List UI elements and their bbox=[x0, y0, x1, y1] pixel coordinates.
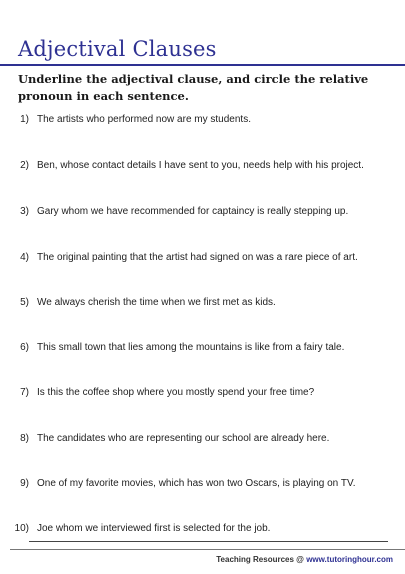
question-number: 9) bbox=[20, 478, 29, 489]
question-item bbox=[0, 203, 405, 221]
question-text: The candidates who are representing our school are already here. bbox=[37, 433, 330, 444]
title-divider bbox=[0, 64, 405, 66]
question-text: The original painting that the artist had signed on was a rare piece of art. bbox=[37, 252, 358, 263]
question-item bbox=[0, 339, 405, 357]
question-item bbox=[0, 111, 405, 129]
footer-label: Teaching Resources @ bbox=[216, 555, 304, 564]
question-number: 10) bbox=[14, 523, 29, 534]
question-text: Gary whom we have recommended for captaincy is really stepping up. bbox=[37, 206, 349, 217]
question-number: 7) bbox=[20, 387, 29, 398]
footer-divider bbox=[10, 549, 405, 550]
question-text: We always cherish the time when we first met as kids. bbox=[37, 297, 276, 308]
footer-site-link[interactable]: www.tutoringhour.com bbox=[306, 555, 393, 564]
question-number: 6) bbox=[20, 342, 29, 353]
question-text: Joe whom we interviewed first is selected for the job. bbox=[37, 523, 271, 534]
question-item bbox=[0, 294, 405, 312]
question-text: Ben, whose contact details I have sent to you, needs help with his project. bbox=[37, 160, 364, 171]
question-item bbox=[0, 520, 405, 538]
footer-credit bbox=[216, 554, 393, 566]
question-text: Is this the coffee shop where you mostly spend your free time? bbox=[37, 387, 315, 398]
question-number: 2) bbox=[20, 160, 29, 171]
question-item bbox=[0, 384, 405, 402]
question-text: This small town that lies among the mountains is like from a fairy tale. bbox=[37, 342, 345, 353]
worksheet-instructions: Underline the adjectival clause, and circle the relative pronoun in each sentence. bbox=[18, 72, 369, 103]
question-text: The artists who performed now are my students. bbox=[37, 114, 251, 125]
question-number: 5) bbox=[20, 297, 29, 308]
worksheet-title: Adjectival Clauses bbox=[18, 37, 217, 61]
question-number: 4) bbox=[20, 252, 29, 263]
question-item bbox=[0, 430, 405, 448]
answer-underline bbox=[29, 541, 388, 542]
question-item bbox=[0, 157, 405, 175]
question-item bbox=[0, 249, 405, 267]
question-item bbox=[0, 475, 405, 493]
question-text: One of my favorite movies, which has won two Oscars, is playing on TV. bbox=[37, 478, 356, 489]
question-number: 8) bbox=[20, 433, 29, 444]
question-number: 3) bbox=[20, 206, 29, 217]
question-number: 1) bbox=[20, 114, 29, 125]
